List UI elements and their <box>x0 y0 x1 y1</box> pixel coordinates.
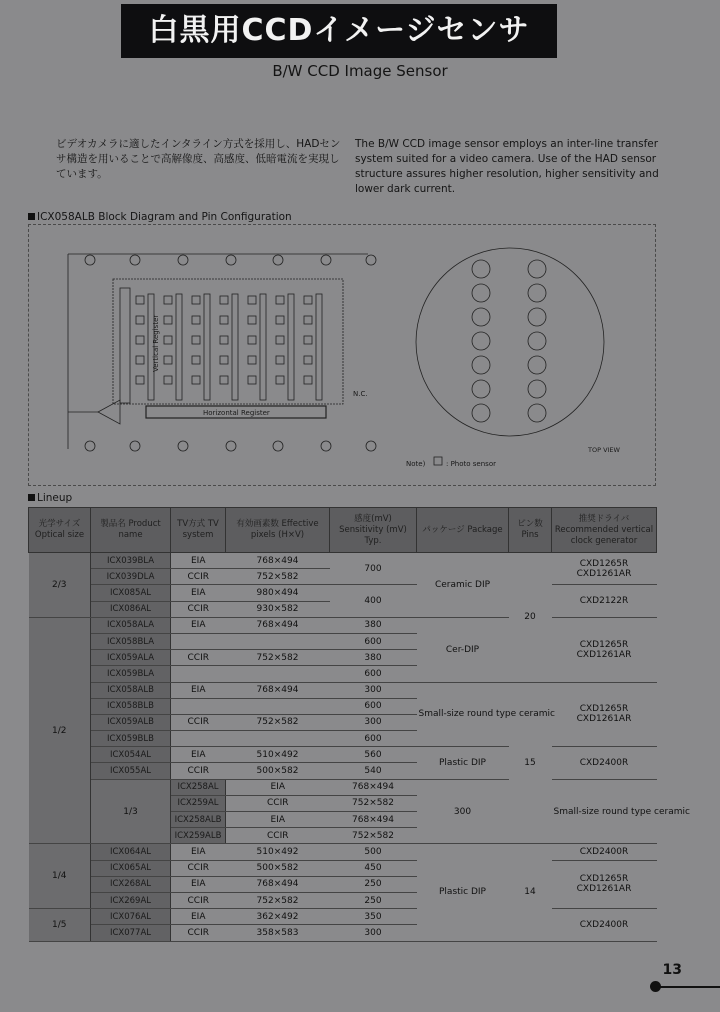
tv-system-cell <box>171 666 226 682</box>
driver-name: CXD2400R <box>579 846 629 857</box>
lineup-heading <box>28 492 72 504</box>
pin-circles-bottom <box>85 441 376 451</box>
tv-system-cell: CCIR <box>226 828 330 844</box>
optical-size-cell: 1/3 <box>91 779 171 844</box>
product-name-cell: ICX268AL <box>91 876 171 892</box>
product-name-cell: ICX064AL <box>91 844 171 860</box>
pins-cell: 14 <box>509 844 552 941</box>
driver-name: CXD1261AR <box>576 884 632 895</box>
sensitivity-cell: 600 <box>330 633 417 649</box>
package-cell: Small-size round type ceramic <box>552 779 657 844</box>
lineup-header-row <box>29 508 657 553</box>
driver-cell <box>552 909 657 941</box>
horizontal-register-label: Horizontal Register <box>203 409 270 417</box>
sensitivity-cell: 380 <box>330 617 417 633</box>
tv-system-cell: CCIR <box>171 925 226 941</box>
sensitivity-cell: 600 <box>330 731 417 747</box>
product-name-cell: ICX054AL <box>91 747 171 763</box>
pixels-cell: 752×582 <box>226 714 330 730</box>
pixels-cell <box>226 666 330 682</box>
header-optical-size: 光学サイズ Optical size <box>29 508 91 553</box>
header-pixels: 有効画素数 Effective pixels (H×V) <box>226 508 330 553</box>
sensitivity-cell: 400 <box>330 585 417 617</box>
driver-name: CXD1265R <box>579 704 629 715</box>
driver-name: CXD2400R <box>579 919 629 930</box>
driver-cell <box>552 860 657 909</box>
product-name-cell: ICX258AL <box>171 779 226 795</box>
tv-system-cell: EIA <box>171 876 226 892</box>
product-name-cell: ICX058ALA <box>91 617 171 633</box>
page-number: 13 <box>662 962 682 978</box>
sensitivity-cell: 560 <box>330 747 417 763</box>
page-rule <box>656 986 720 988</box>
page-title: 白黒用CCDイメージセンサ <box>121 4 557 58</box>
bullet-square-icon <box>28 213 35 220</box>
product-name-cell: ICX086AL <box>91 601 171 617</box>
pixels-cell: 930×582 <box>226 601 330 617</box>
driver-name: CXD1265R <box>579 874 629 885</box>
tv-system-cell: CCIR <box>171 763 226 779</box>
sensitivity-cell: 600 <box>330 698 417 714</box>
table-row <box>29 585 657 601</box>
package-cell: Ceramic DIP <box>417 553 509 618</box>
pin-circles-top <box>85 255 376 265</box>
driver-cell <box>552 585 657 617</box>
tv-system-cell: EIA <box>171 747 226 763</box>
tv-system-cell: CCIR <box>171 569 226 585</box>
product-name-cell: ICX269AL <box>91 892 171 908</box>
diagram-heading-text: ICX058ALB Block Diagram and Pin Configuration <box>37 211 292 223</box>
block-diagram <box>28 224 656 486</box>
block-diagram-left <box>68 254 368 449</box>
driver-cell <box>552 682 657 747</box>
sensitivity-cell: 300 <box>330 714 417 730</box>
tv-system-cell: EIA <box>171 585 226 601</box>
pixels-cell: 768×494 <box>330 812 417 828</box>
top-view-label: TOP VIEW <box>588 446 620 454</box>
tv-system-cell <box>171 698 226 714</box>
sensitivity-cell: 350 <box>330 909 417 925</box>
description-english: The B/W CCD image sensor employs an inter-line transfer system suited for a video camera. Use of the HAD sensor structure assures higher resolution, higher sensitivity and lower dark current. <box>355 138 659 195</box>
optical-size-cell: 1/5 <box>29 909 91 941</box>
bullet-square-icon <box>28 494 35 501</box>
pixels-cell: 752×582 <box>330 828 417 844</box>
product-name-cell: ICX085AL <box>91 585 171 601</box>
pixels-cell: 768×494 <box>330 779 417 795</box>
driver-name: CXD1265R <box>579 639 629 650</box>
product-name-cell: ICX259AL <box>171 795 226 811</box>
note-label: Note) <box>406 460 426 468</box>
product-name-cell: ICX259ALB <box>171 828 226 844</box>
sensitivity-cell: 450 <box>330 860 417 876</box>
pins-cell: 20 <box>509 553 552 683</box>
product-name-cell: ICX258ALB <box>171 812 226 828</box>
description-japanese: ビデオカメラに適したインタライン方式を採用し、HADセンサ構造を用いることで高解像度、高感度、低暗電流を実現しています。 <box>56 138 341 180</box>
pixels-cell: 500×582 <box>226 860 330 876</box>
product-name-cell: ICX058BLB <box>91 698 171 714</box>
product-name-cell: ICX059BLB <box>91 731 171 747</box>
pixels-cell: 752×582 <box>226 650 330 666</box>
pixels-cell: 768×494 <box>226 617 330 633</box>
package-cell: Cer-DIP <box>417 617 509 682</box>
driver-name: CXD1261AR <box>576 714 632 725</box>
pixels-cell: 768×494 <box>226 682 330 698</box>
table-row <box>29 779 657 795</box>
pixels-cell <box>226 633 330 649</box>
sensitivity-cell: 500 <box>330 844 417 860</box>
product-name-cell: ICX059BLA <box>91 666 171 682</box>
tv-system-cell: EIA <box>171 617 226 633</box>
package-cell: Plastic DIP <box>417 844 509 941</box>
product-name-cell: ICX077AL <box>91 925 171 941</box>
header-sensitivity: 感度(mV) Sensitivity (mV) Typ. <box>330 508 417 553</box>
tv-system-cell: CCIR <box>171 892 226 908</box>
pixels-cell: 980×494 <box>226 585 330 601</box>
product-name-cell: ICX058BLA <box>91 633 171 649</box>
tv-system-cell: EIA <box>171 909 226 925</box>
product-name-cell: ICX076AL <box>91 909 171 925</box>
sensitivity-cell: 250 <box>330 892 417 908</box>
pixels-cell: 752×582 <box>226 569 330 585</box>
driver-cell <box>552 553 657 585</box>
pixels-cell: 500×582 <box>226 763 330 779</box>
product-name-cell: ICX065AL <box>91 860 171 876</box>
table-row <box>29 860 657 876</box>
tv-system-cell: EIA <box>171 553 226 569</box>
tv-system-cell: CCIR <box>171 650 226 666</box>
sensitivity-cell: 380 <box>330 650 417 666</box>
tv-system-cell <box>171 731 226 747</box>
table-row <box>29 682 657 698</box>
table-row <box>29 553 657 569</box>
tv-system-cell: EIA <box>226 779 330 795</box>
lineup-heading-text: Lineup <box>37 492 73 504</box>
pixels-cell <box>226 698 330 714</box>
sensitivity-cell: 300 <box>330 682 417 698</box>
product-name-cell: ICX058ALB <box>91 682 171 698</box>
table-row <box>29 747 657 763</box>
product-name-cell: ICX059ALB <box>91 714 171 730</box>
tv-system-cell: CCIR <box>226 795 330 811</box>
package-cell: Small-size round type ceramic <box>417 682 509 747</box>
product-name-cell: ICX039BLA <box>91 553 171 569</box>
tv-system-cell: CCIR <box>171 714 226 730</box>
lineup-body <box>29 553 690 942</box>
pixels-cell: 358×583 <box>226 925 330 941</box>
optical-size-cell: 2/3 <box>29 553 91 618</box>
product-name-cell: ICX039DLA <box>91 569 171 585</box>
package-cell: Plastic DIP <box>417 747 509 779</box>
sensitivity-cell: 700 <box>330 553 417 585</box>
photo-sensor-cells <box>136 296 312 384</box>
pixels-cell <box>226 731 330 747</box>
page-subtitle: B/W CCD Image Sensor <box>272 62 448 80</box>
driver-cell <box>552 844 657 860</box>
driver-cell <box>552 747 657 779</box>
header-product-name: 製品名 Product name <box>91 508 171 553</box>
header-pins: ピン数 Pins <box>509 508 552 553</box>
sensitivity-cell: 300 <box>417 779 509 844</box>
product-name-cell: ICX055AL <box>91 763 171 779</box>
header-tv-system: TV方式 TV system <box>171 508 226 553</box>
page-dot-icon <box>650 981 661 992</box>
pixels-cell: 752×582 <box>330 795 417 811</box>
optical-size-cell: 1/2 <box>29 617 91 844</box>
driver-name: CXD1261AR <box>576 649 632 660</box>
header-driver: 推奨ドライバ Recommended vertical clock generator <box>552 508 657 553</box>
tv-system-cell: CCIR <box>171 601 226 617</box>
nc-label: N.C. <box>353 390 368 398</box>
pins-cell: 15 <box>509 682 552 844</box>
tv-system-cell: EIA <box>226 812 330 828</box>
pixels-cell: 510×492 <box>226 844 330 860</box>
optical-size-cell: 1/4 <box>29 844 91 909</box>
driver-cell <box>552 617 657 682</box>
table-row <box>29 844 657 860</box>
product-name-cell: ICX059ALA <box>91 650 171 666</box>
note-text: : Photo sensor <box>446 460 496 468</box>
header-package: パッケージ Package <box>417 508 509 553</box>
sensitivity-cell: 250 <box>330 876 417 892</box>
pixels-cell: 510×492 <box>226 747 330 763</box>
tv-system-cell: EIA <box>171 844 226 860</box>
diagram-heading <box>28 211 292 223</box>
driver-name: CXD2400R <box>579 757 629 768</box>
lineup-table <box>28 507 690 942</box>
driver-name: CXD1261AR <box>576 568 632 579</box>
table-row <box>29 909 657 925</box>
pixels-cell: 768×494 <box>226 876 330 892</box>
driver-name: CXD1265R <box>579 558 629 569</box>
tv-system-cell: CCIR <box>171 860 226 876</box>
tv-system-cell: EIA <box>171 682 226 698</box>
vertical-register-label: Vertical Register <box>152 314 160 372</box>
pixels-cell: 752×582 <box>226 892 330 908</box>
pin-configuration <box>416 248 604 436</box>
driver-name: CXD2122R <box>579 596 629 607</box>
table-row <box>29 617 657 633</box>
photo-sensor-legend-icon <box>434 457 442 465</box>
tv-system-cell <box>171 633 226 649</box>
sensitivity-cell: 600 <box>330 666 417 682</box>
pixels-cell: 768×494 <box>226 553 330 569</box>
sensitivity-cell: 300 <box>330 925 417 941</box>
sensitivity-cell: 540 <box>330 763 417 779</box>
pixels-cell: 362×492 <box>226 909 330 925</box>
